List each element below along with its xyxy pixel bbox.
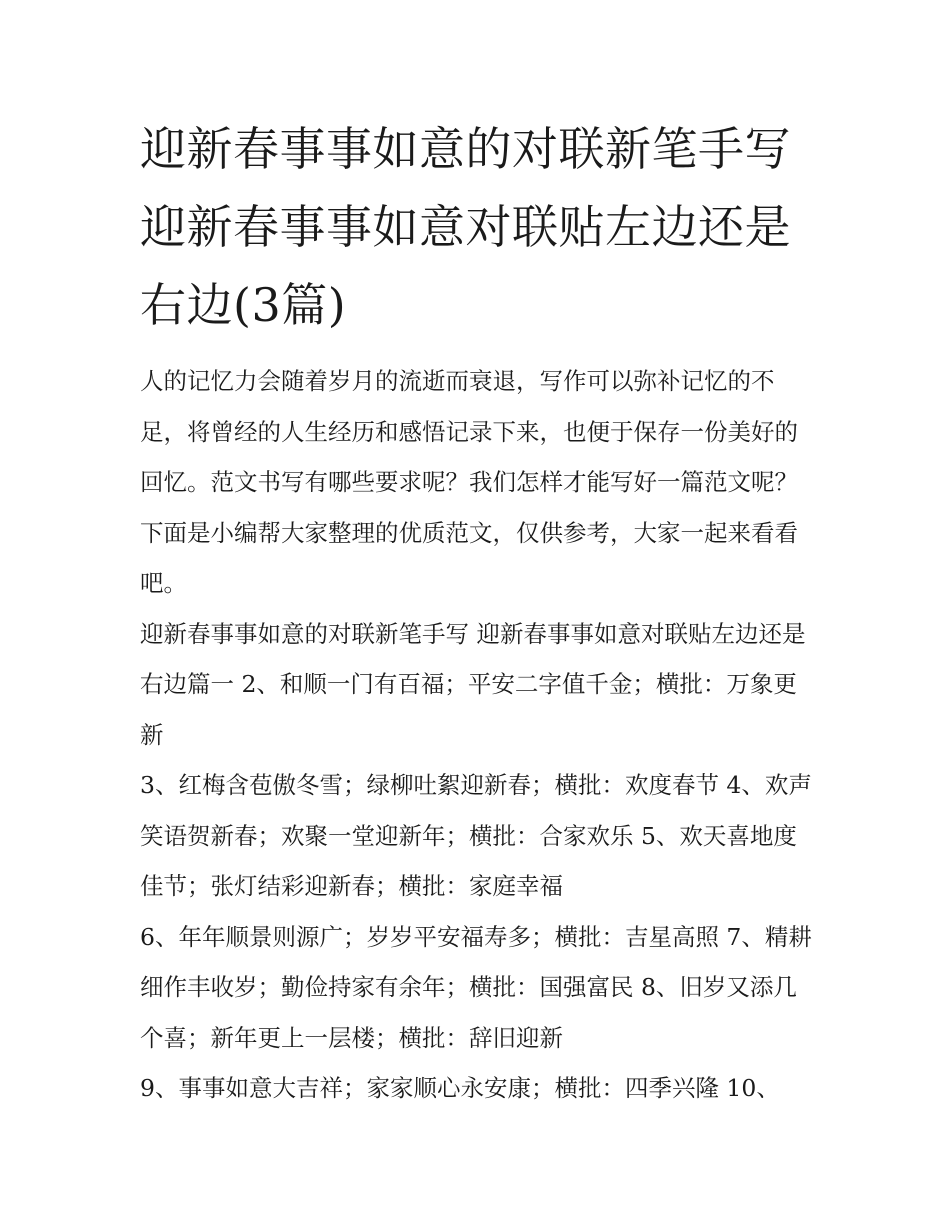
couplet-paragraph-3: 6、年年顺景则源广；岁岁平安福寿多；横批：吉星高照 7、精耕细作丰收岁；勤俭持家有余年；横批：国强富民 8、旧岁又添几个喜；新年更上一层楼；横批：辞旧迎新 [140,922,812,1052]
intro-paragraph: 人的记忆力会随着岁月的流逝而衰退，写作可以弥补记忆的不足，将曾经的人生经历和感悟记录下来，也便于保存一份美好的回忆。范文书写有哪些要求呢？我们怎样才能写好一篇范文呢？下面是小编帮大家整理的优质范文，仅供参考，大家一起来看看吧。 [140,367,798,597]
couplet-paragraph-1: 迎新春事事如意的对联新笔手写 迎新春事事如意对联贴左边还是右边篇一 2、和顺一门有百福；平安二字值千金；横批：万象更新 [140,619,806,749]
document-title: 迎新春事事如意的对联新笔手写 迎新春事事如意对联贴左边还是右边(3篇) [140,122,791,332]
couplet-paragraph-2: 3、红梅含苞傲冬雪；绿柳吐絮迎新春；横批：欢度春节 4、欢声笑语贺新春；欢聚一堂迎新年；横批：合家欢乐 5、欢天喜地度佳节；张灯结彩迎新春；横批：家庭幸福 [140,771,812,900]
couplet-paragraph-4: 9、事事如意大吉祥；家家顺心永安康；横批：四季兴隆 10、 [140,1074,780,1102]
document-body [140,110,812,1114]
